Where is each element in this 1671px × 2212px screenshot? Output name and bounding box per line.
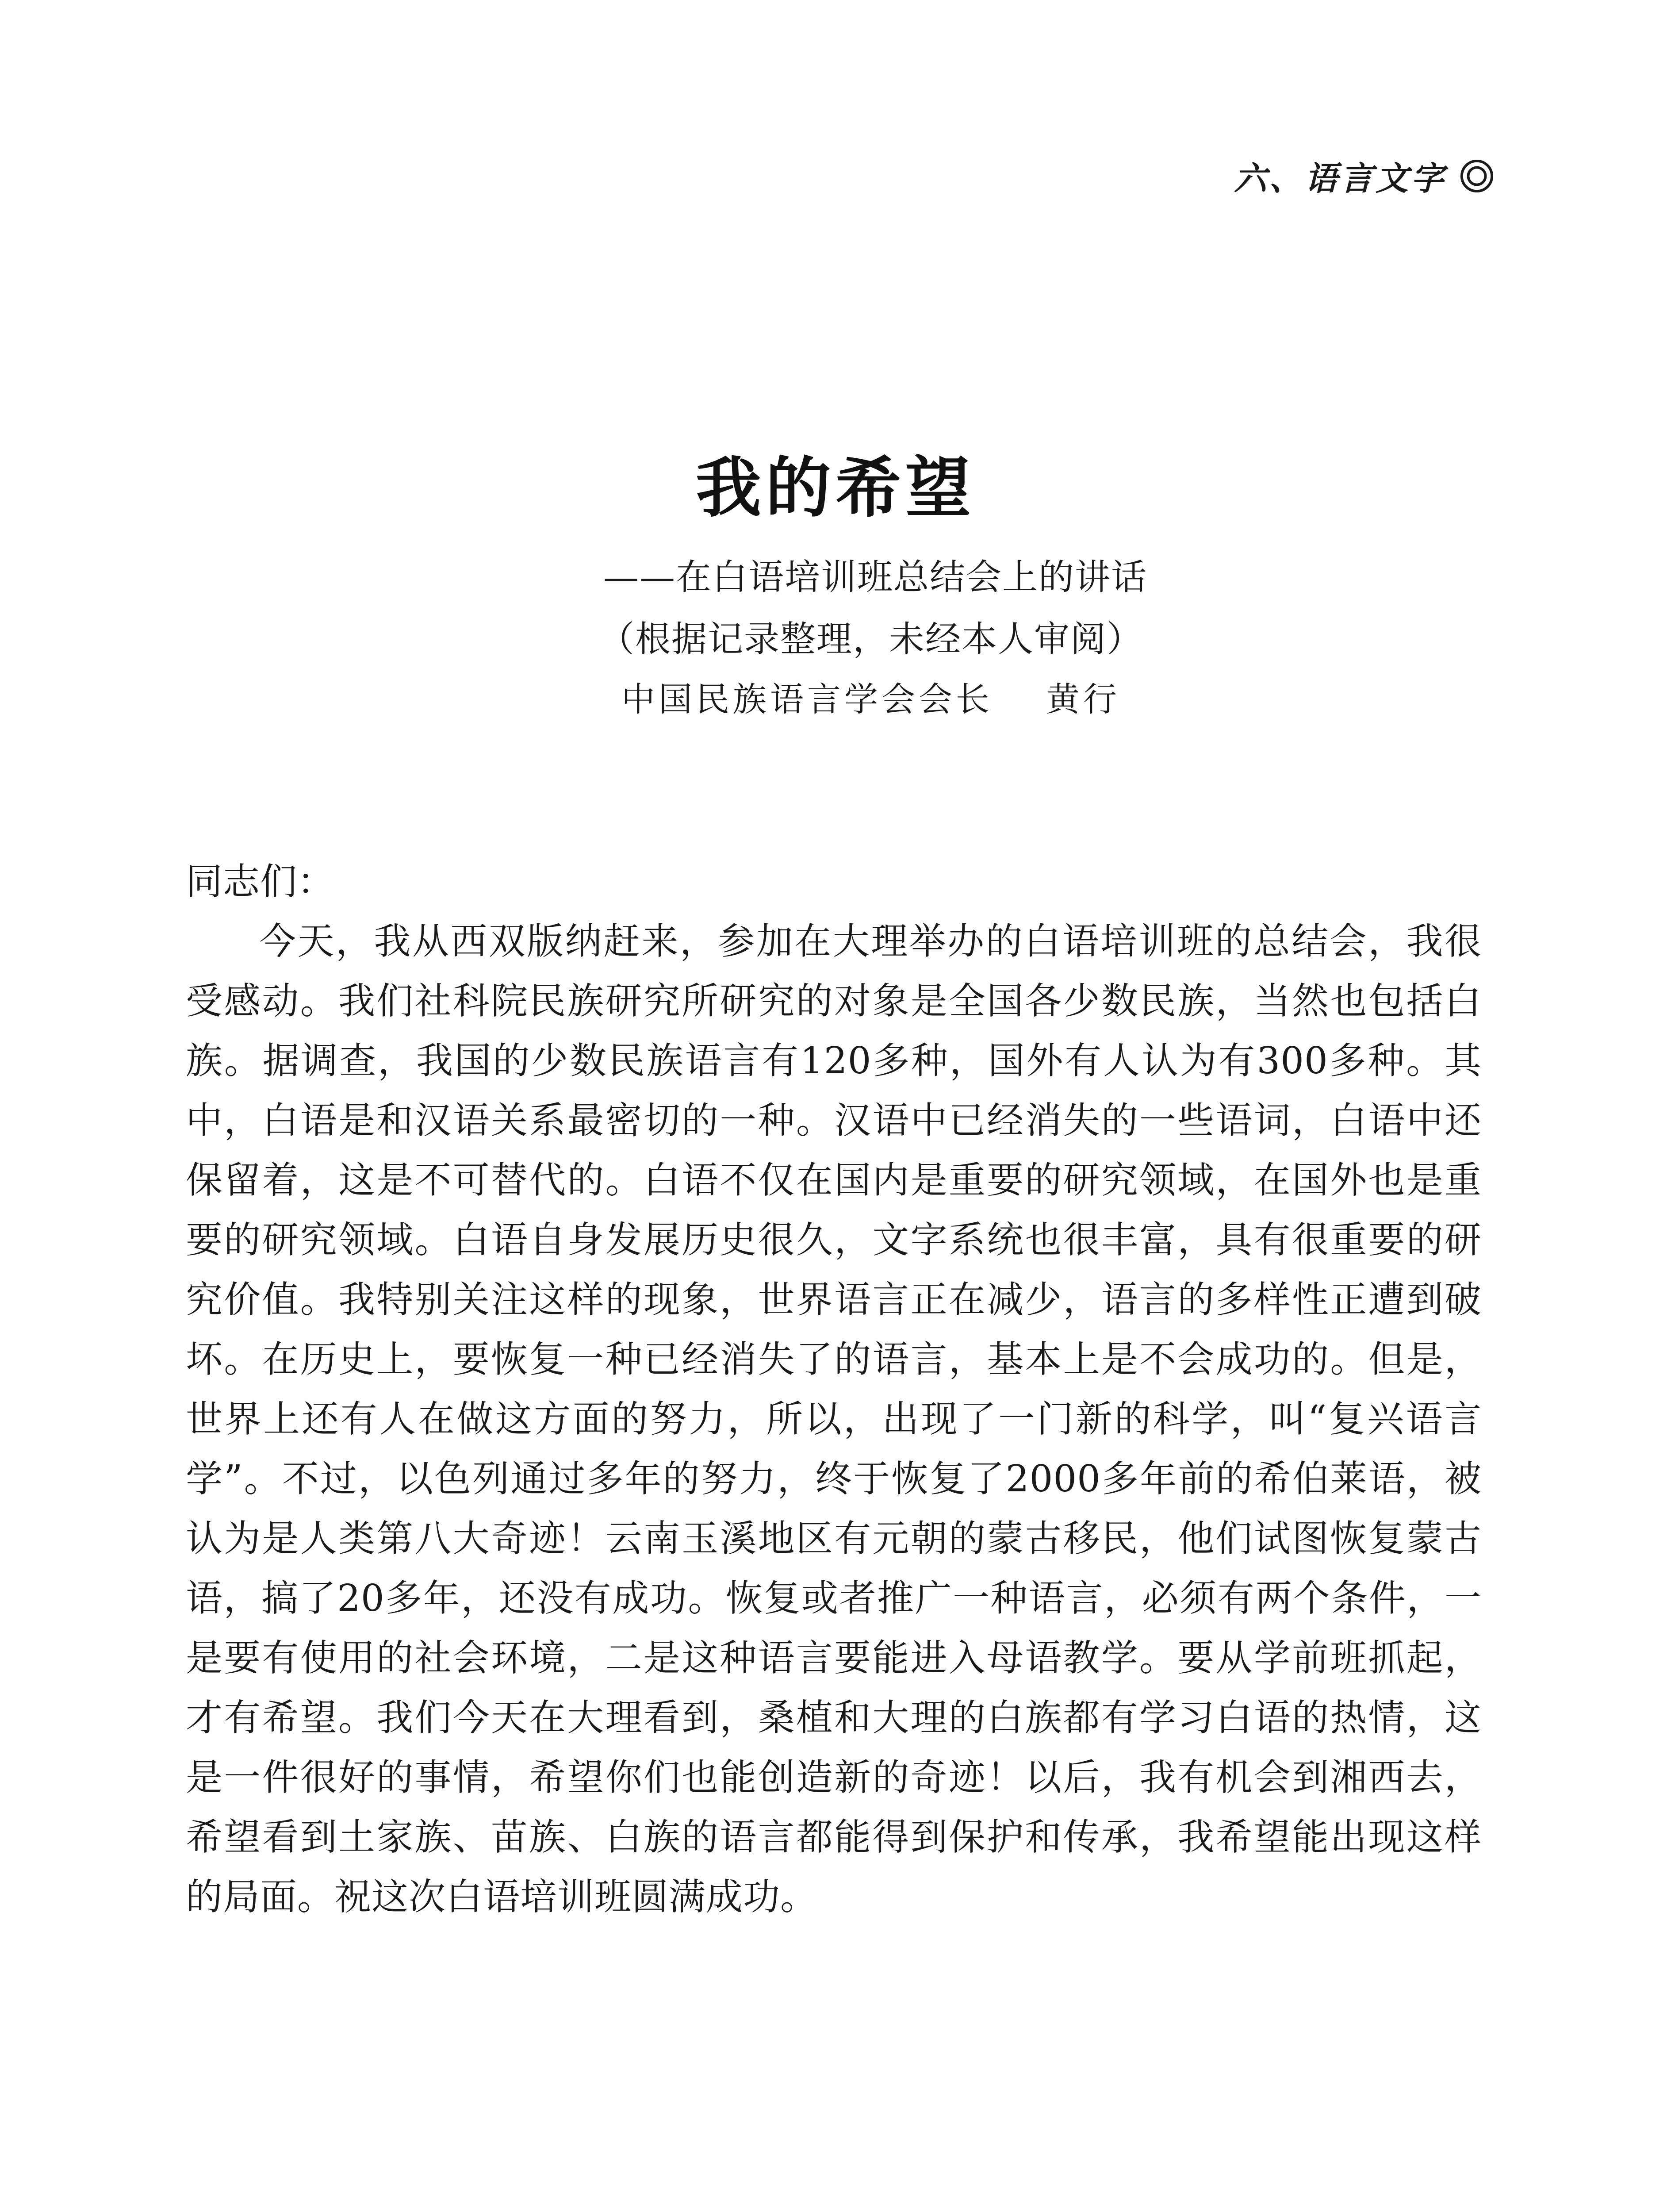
article-body [186,852,1482,1927]
author-line [0,672,1671,721]
running-header [1234,153,1494,200]
salutation: 同志们： [186,860,334,903]
article-subtitle: ——在白语培训班总结会上的讲话 [603,557,1147,598]
author-role: 中国民族语言学会会长 [621,680,993,719]
running-header-text: 六、语言文字 [1234,160,1446,198]
article-title: 我的希望 [696,450,975,526]
editorial-note: （根据记录整理，未经本人审阅） [599,618,1143,660]
author-name: 黄行 [1046,680,1120,719]
body-paragraph: 今天，我从西双版纳赶来，参加在大理举办的白语培训班的总结会，我很受感动。我们社科院民族研究所研究的对象是全国各少数民族，当然也包括白族。据调查，我国的少数民族语言有120多种，国外有人认为有300多种。其中，白语是和汉语关系最密切的一种。汉语中已经消失的一些语词，白语中还保留着，这是不可替代的。白语不仅在国内是重要的研究领域，在国外也是重要的研究领域。白语自身发展历史很久，文字系统也很丰富，具有很重要的研究价值。我特别关注这样的现象，世界语言正在减少，语言的多样性正遭到破坏。在历史上，要恢复一种已经消失了的语言，基本上是不会成功的。但是，世界上还有人在做这方面的努力，所以，出现了一门新的科学，叫“复兴语言学”。不过，以色列通过多年的努力，终于恢复了2000多年前的希伯莱语，被认为是人类第八大奇迹！云南玉溪地区有元朝的蒙古移民，他们试图恢复蒙古语，搞了20多年，还没有成功。恢复或者推广一种语言，必须有两个条件，一是要有使用的社会环境，二是这种语言要能进入母语教学。要从学前班抓起，才有希望。我们今天在大理看到，桑植和大理的白族都有学习白语的热情，这是一件很好的事情，希望你们也能创造新的奇迹！以后，我有机会到湘西去，希望看到土家族、苗族、白族的语言都能得到保护和传承，我希望能出现这样的局面。祝这次白语培训班圆满成功。 [186,920,1482,1918]
double-circle-icon [1460,159,1494,193]
